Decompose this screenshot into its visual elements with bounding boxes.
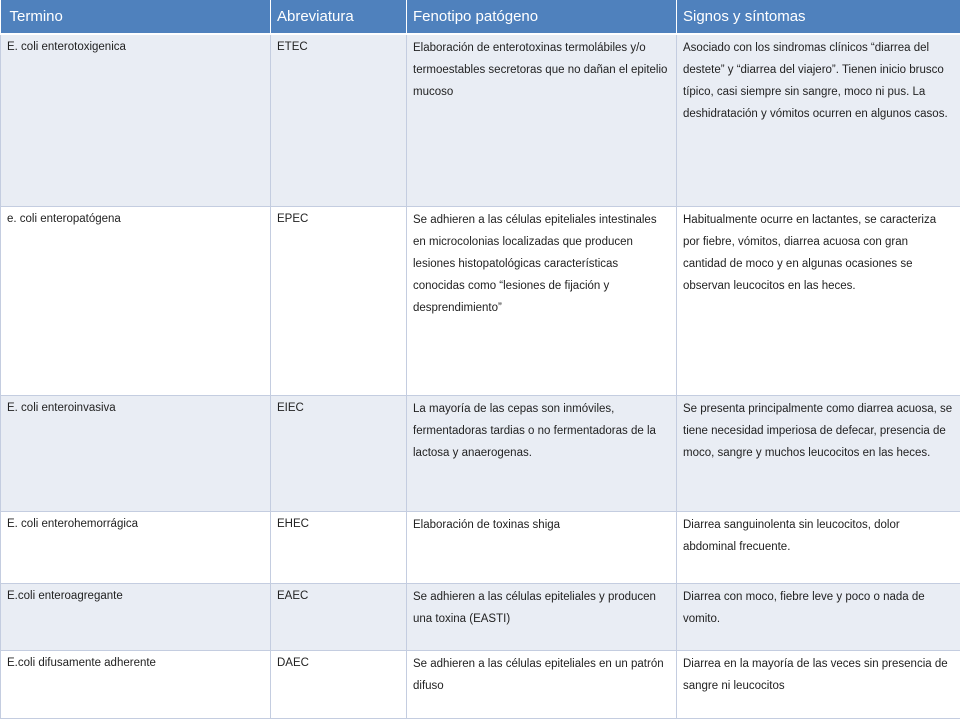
cell-fenotipo: La mayoría de las cepas son inmóviles, fermentadoras tardias o no fermentadoras de la lactosa y anaerogenas. [407, 396, 677, 512]
table-row [1, 584, 960, 651]
table-row [1, 651, 960, 719]
cell-abreviatura: EIEC [271, 396, 407, 512]
cell-signos: Se presenta principalmente como diarrea acuosa, se tiene necesidad imperiosa de defecar, presencia de moco, sangre y muchos leucocitos en las heces. [677, 396, 960, 512]
cell-abreviatura: ETEC [271, 34, 407, 207]
header-fenotipo: Fenotipo patógeno [407, 0, 677, 34]
cell-termino: E.coli enteroagregante [1, 584, 271, 651]
header-termino: Termino [1, 0, 271, 34]
cell-signos: Diarrea sanguinolenta sin leucocitos, dolor abdominal frecuente. [677, 512, 960, 584]
cell-abreviatura: EHEC [271, 512, 407, 584]
cell-fenotipo: Se adhieren a las células epiteliales y producen una toxina (EASTI) [407, 584, 677, 651]
cell-fenotipo: Se adhieren a las células epiteliales intestinales en microcolonias localizadas que producen lesiones histopatológicas características conocidas como “lesiones de fijación y desprendimiento” [407, 207, 677, 396]
cell-termino: e. coli enteropatógena [1, 207, 271, 396]
cell-abreviatura: EAEC [271, 584, 407, 651]
cell-signos: Diarrea con moco, fiebre leve y poco o nada de vomito. [677, 584, 960, 651]
cell-termino: E.coli difusamente adherente [1, 651, 271, 719]
cell-fenotipo: Elaboración de enterotoxinas termolábiles y/o termoestables secretoras que no dañan el epitelio mucoso [407, 34, 677, 207]
header-abreviatura: Abreviatura [271, 0, 407, 34]
cell-signos: Asociado con los sindromas clínicos “diarrea del destete” y “diarrea del viajero”. Tienen inicio brusco típico, casi siempre sin sangre, moco ni pus. La deshidratación y vómitos ocurren en algunos casos. [677, 34, 960, 207]
table-row [1, 34, 960, 207]
table-row [1, 207, 960, 396]
cell-signos: Habitualmente ocurre en lactantes, se caracteriza por fiebre, vómitos, diarrea acuosa con gran cantidad de moco y en algunas ocasiones se observan leucocitos en las heces. [677, 207, 960, 396]
cell-fenotipo: Se adhieren a las células epiteliales en un patrón difuso [407, 651, 677, 719]
cell-signos: Diarrea en la mayoría de las veces sin presencia de sangre ni leucocitos [677, 651, 960, 719]
table-row [1, 396, 960, 512]
cell-abreviatura: DAEC [271, 651, 407, 719]
header-signos: Signos y síntomas [677, 0, 960, 34]
table-header-row [1, 0, 960, 34]
cell-termino: E. coli enteroinvasiva [1, 396, 271, 512]
table-row [1, 512, 960, 584]
cell-fenotipo: Elaboración de toxinas shiga [407, 512, 677, 584]
cell-termino: E. coli enterohemorrágica [1, 512, 271, 584]
cell-termino: E. coli enterotoxigenica [1, 34, 271, 207]
cell-abreviatura: EPEC [271, 207, 407, 396]
